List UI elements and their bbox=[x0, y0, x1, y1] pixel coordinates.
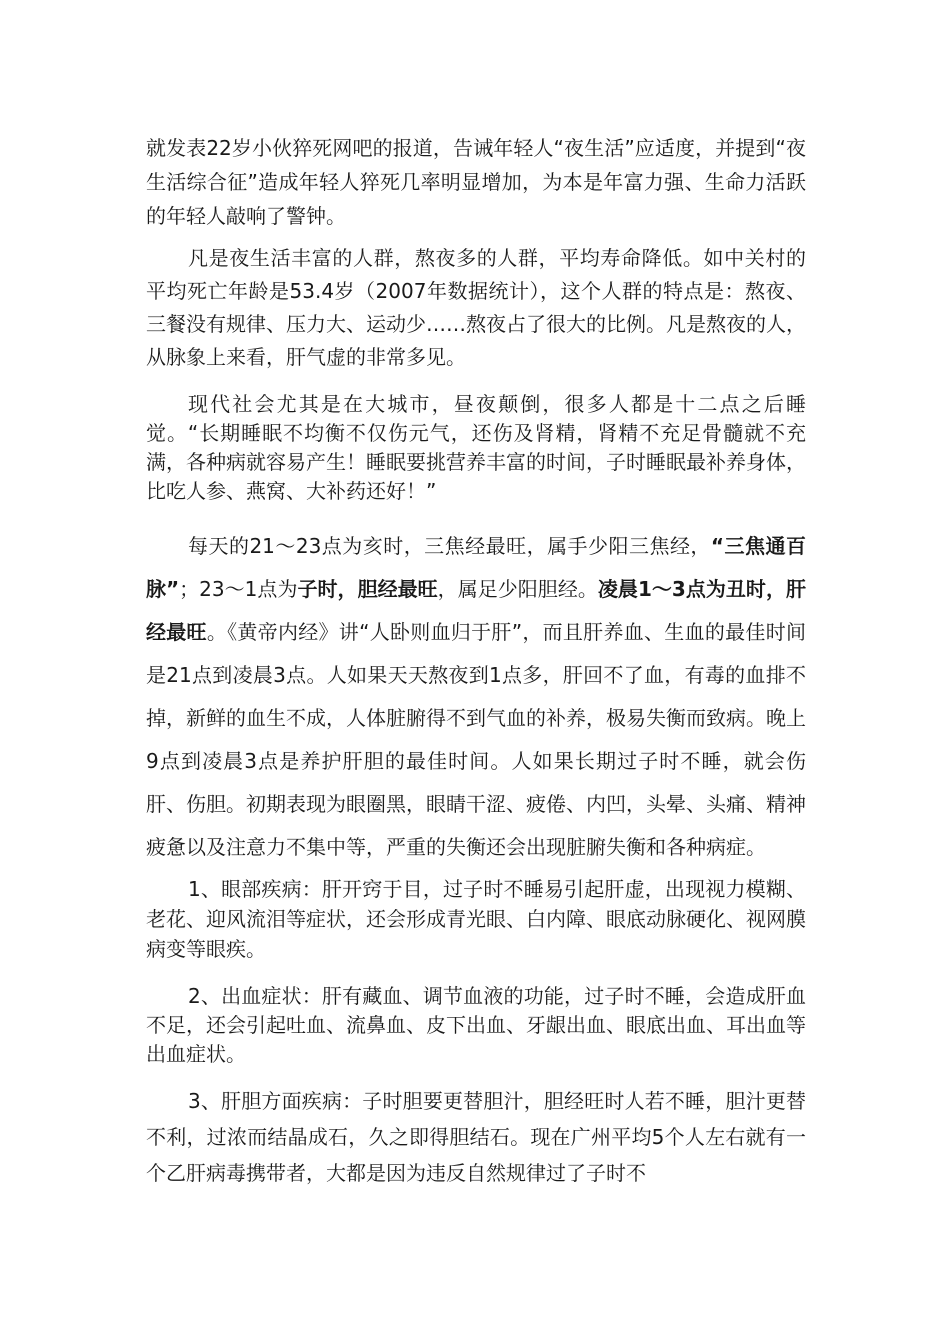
list-item-eye-disease: 1、眼部疾病：肝开窍于目，过子时不睡易引起肝虚，出现视力模糊、老花、迎风流泪等症状，还会形成青光眼、白内障、眼底动脉硬化、视网膜病变等眼疾。 bbox=[146, 877, 806, 961]
text-run: 。《黄帝内经》讲“人卧则血归于肝”，而且肝养血、生血的最佳时间是21点到凌晨3点。人如果天天熬夜到1点多，肝回不了血，有毒的血排不掉，新鲜的血生不成，人体脏腑得不到气血的补养，极易失衡而致病。晚上9点到凌晨3点是养护肝胆的最佳时间。人如果长期过子时不睡，就会伤肝、伤胆。初期表现为眼圈黑，眼睛干涩、疲倦、内凹，头晕、头痛、精神疲惫以及注意力不集中等，严重的失衡还会出现脏腑失衡和各种病症。 bbox=[146, 620, 806, 859]
paragraph-nightlife-report: 就发表22岁小伙猝死网吧的报道，告诫年轻人“夜生活”应适度，并提到“夜生活综合征”造成年轻人猝死几率明显增加，为本是年富力强、生命力活跃的年轻人敲响了警钟。 bbox=[146, 136, 806, 228]
text-run: 每天的21～23点为亥时，三焦经最旺，属手少阳三焦经， bbox=[188, 534, 711, 558]
text-run: ；23～1点为 bbox=[179, 577, 298, 601]
paragraph-life-expectancy: 凡是夜生活丰富的人群，熬夜多的人群，平均寿命降低。如中关村的平均死亡年龄是53.4岁（2007年数据统计），这个人群的特点是：熬夜、三餐没有规律、压力大、运动少……熬夜占了很大的比例。凡是熬夜的人，从脉象上来看，肝气虚的非常多见。 bbox=[146, 246, 806, 369]
text-run: ，属足少阳胆经。 bbox=[437, 577, 598, 601]
bold-text-run: 子时，胆经最旺 bbox=[297, 577, 438, 601]
list-item-bleeding-symptoms: 2、出血症状：肝有藏血、调节血液的功能，过子时不睡，会造成肝血不足，还会引起吐血、流鼻血、皮下出血、牙龈出血、眼底出血、耳出血等出血症状。 bbox=[146, 984, 806, 1066]
bold-text-run: 凌晨1～3点为丑时，肝经最旺 bbox=[146, 577, 806, 644]
list-item-liver-gallbladder-disease: 3、肝胆方面疾病：子时胆要更替胆汁，胆经旺时人若不睡，胆汁更替不利，过浓而结晶成石，久之即得胆结石。现在广州平均5个人左右就有一个乙肝病毒携带者，大都是因为违反自然规律过了子时不 bbox=[146, 1089, 806, 1185]
paragraph-sleep-balance: 现代社会尤其是在大城市，昼夜颠倒，很多人都是十二点之后睡觉。“长期睡眠不均衡不仅伤元气，还伤及肾精，肾精不充足骨髓就不充满，各种病就容易产生！睡眠要挑营养丰富的时间，子时睡眠最补养身体，比吃人参、燕窝、大补药还好！” bbox=[146, 392, 806, 503]
bold-text-run: “三焦通百脉” bbox=[146, 534, 806, 601]
paragraph-meridian-hours bbox=[146, 525, 806, 869]
